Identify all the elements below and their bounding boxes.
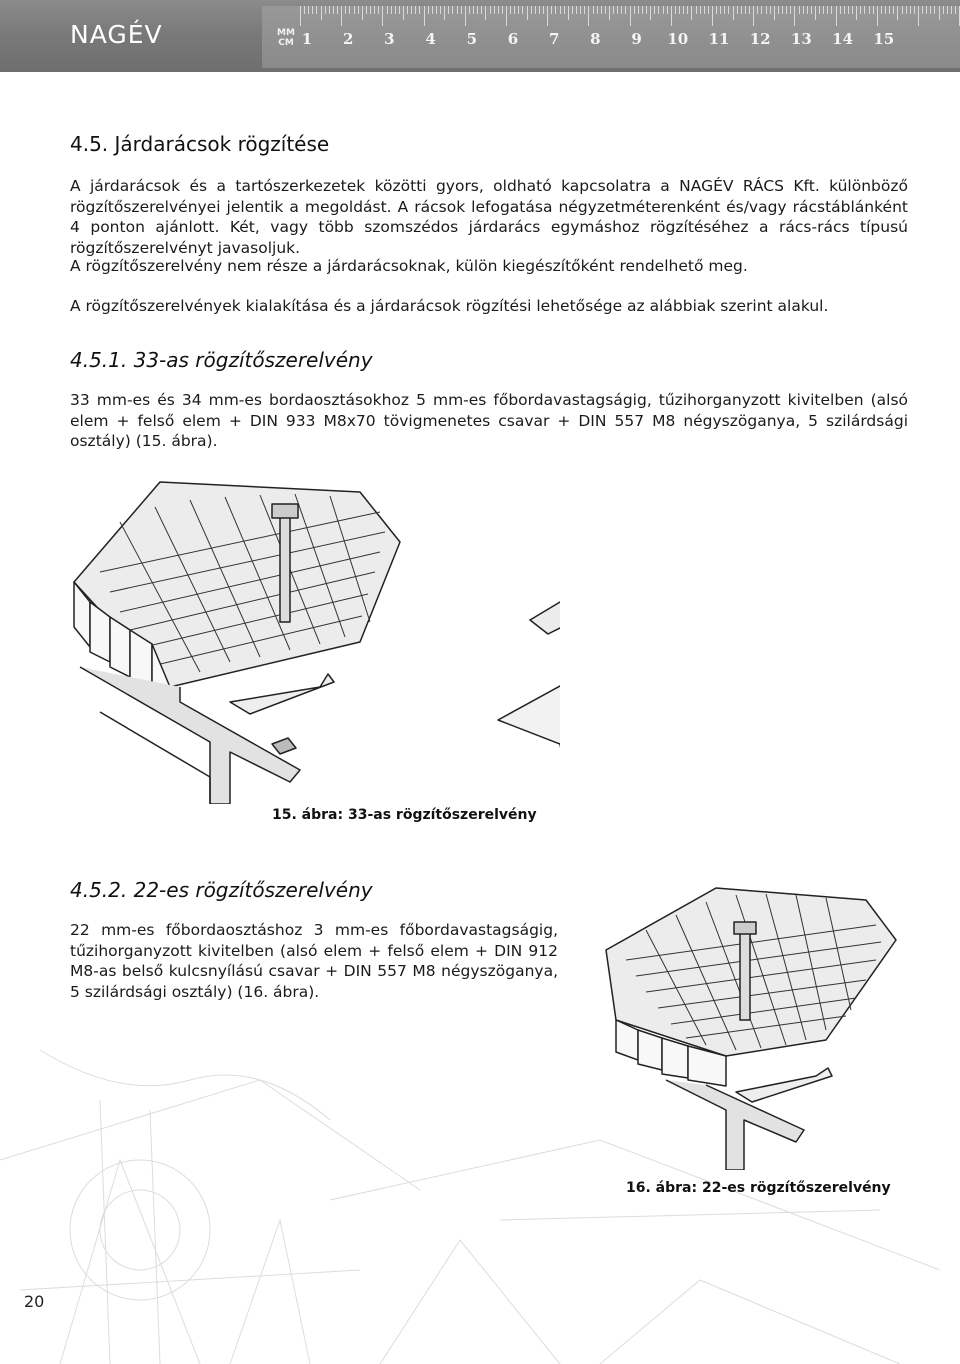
ruler-tick [457, 6, 458, 14]
ruler-tick [634, 6, 635, 14]
ruler-tick [893, 6, 894, 14]
ruler-tick [560, 6, 561, 14]
ruler-tick [914, 6, 915, 14]
ruler-tick [543, 6, 544, 14]
section-intro-paragraph: A járdarácsok és a tartószerkezetek közötti gyors, oldható kapcsolatra a NAGÉV RÁCS Kft. különböző rögzítőszerelvényei jelentik a megoldást. A rácsok lefogatása négyzetméterenként és/vagy rácstáblánként 4 ponton ajánlott. Két, vagy több szomszédos járdarács egymáshoz rögzítéséhez a rács-rács típusú rögzítőszerelvényt javasoljuk. [70, 177, 908, 257]
ruler-tick [803, 6, 804, 14]
ruler-tick [337, 6, 338, 14]
ruler-tick [815, 6, 816, 20]
ruler-tick [658, 6, 659, 14]
ruler-tick [378, 6, 379, 14]
ruler-tick [663, 6, 664, 14]
ruler-number: 11 [708, 30, 730, 48]
ruler-tick [580, 6, 581, 14]
ruler-tick [844, 6, 845, 14]
ruler-tick [531, 6, 532, 14]
ruler-tick [362, 6, 363, 20]
ruler-tick [724, 6, 725, 14]
ruler-tick [625, 6, 626, 14]
ruler-tick [358, 6, 359, 14]
ruler-tick [354, 6, 355, 14]
ruler-tick [345, 6, 346, 14]
ruler-tick [646, 6, 647, 14]
ruler-tick [671, 6, 672, 26]
ruler-tick [312, 6, 313, 14]
ruler-tick [951, 6, 952, 14]
ruler-tick [840, 6, 841, 14]
ruler-tick [675, 6, 676, 14]
ruler-tick [411, 6, 412, 14]
ruler-tick [691, 6, 692, 20]
ruler-tick [794, 6, 795, 26]
ruler-tick [638, 6, 639, 14]
figure-16-drawing [576, 880, 912, 1170]
page-number: 20 [24, 1292, 45, 1311]
ruler-number: 4 [425, 30, 436, 48]
ruler-tick [881, 6, 882, 14]
ruler-tick [778, 6, 779, 14]
ruler-tick [465, 6, 466, 26]
ruler-tick [382, 6, 383, 26]
ruler-tick [588, 6, 589, 26]
ruler-tick [700, 6, 701, 14]
ruler-tick [848, 6, 849, 14]
ruler-tick [415, 6, 416, 14]
ruler-number: 1 [301, 30, 313, 48]
ruler-tick [564, 6, 565, 14]
ruler-tick [432, 6, 433, 14]
ruler-tick [555, 6, 556, 14]
ruler-tick [448, 6, 449, 14]
ruler-number: 13 [790, 30, 812, 48]
ruler-tick [461, 6, 462, 14]
ruler-tick [864, 6, 865, 14]
ruler-tick [391, 6, 392, 14]
ruler-tick [547, 6, 548, 26]
ruler-tick [856, 6, 857, 20]
ruler-tick [613, 6, 614, 14]
ruler-tick [502, 6, 503, 14]
ruler-tick [807, 6, 808, 14]
ruler-tick [852, 6, 853, 14]
ruler-tick [485, 6, 486, 20]
ruler-tick [316, 6, 317, 14]
ruler-number: 8 [590, 30, 601, 48]
ruler-tick [366, 6, 367, 14]
ruler-tick [733, 6, 734, 20]
ruler-tick [481, 6, 482, 14]
ruler-tick [597, 6, 598, 14]
ruler-tick [370, 6, 371, 14]
section-title: 4.5. Járdarácsok rögzítése [70, 132, 330, 156]
ruler-tick [444, 6, 445, 20]
ruler-tick [300, 6, 301, 26]
ruler-tick [374, 6, 375, 14]
ruler-tick [770, 6, 771, 14]
ruler-tick [568, 6, 569, 20]
ruler-tick [811, 6, 812, 14]
ruler-tick [576, 6, 577, 14]
ruler-tick [527, 6, 528, 20]
ruler-tick [869, 6, 870, 14]
ruler-tick [902, 6, 903, 14]
ruler-number: 5 [466, 30, 478, 48]
ruler-tick [304, 6, 305, 14]
ruler-tick [728, 6, 729, 14]
ruler-tick [897, 6, 898, 20]
ruler-tick [679, 6, 680, 14]
ruler-tick [308, 6, 309, 14]
ruler-tick [737, 6, 738, 14]
ruler-tick [766, 6, 767, 14]
ruler-number: 12 [749, 30, 771, 48]
ruler-tick [617, 6, 618, 14]
ruler-tick [943, 6, 944, 14]
ruler-tick [749, 6, 750, 14]
ruler-tick [934, 6, 935, 14]
ruler-tick [827, 6, 828, 14]
ruler-tick [650, 6, 651, 20]
ruler-number: 14 [832, 30, 854, 48]
ruler-tick [786, 6, 787, 14]
ruler-tick [325, 6, 326, 14]
ruler-tick [885, 6, 886, 14]
ruler-tick [424, 6, 425, 26]
ruler-tick [584, 6, 585, 14]
ruler-tick [452, 6, 453, 14]
ruler-tick [757, 6, 758, 14]
ruler-number: 6 [507, 30, 519, 48]
ruler-tick [469, 6, 470, 14]
ruler-tick [712, 6, 713, 26]
subsection-2-text: 22 mm-es főbordaosztáshoz 3 mm-es főbordavastagságig, tűzihorganyzott kivitelben (alsó elem + felső elem + DIN 912 M8-as belső kulcsnyílású csavar + DIN 557 M8 négyszöganya, 5 szilárdsági osztály) (16. ábra). [70, 921, 558, 1001]
ruler-number: 2 [342, 30, 354, 48]
ruler-tick [877, 6, 878, 26]
ruler-tick [836, 6, 837, 26]
ruler-tick [799, 6, 800, 14]
ruler-tick [341, 6, 342, 26]
ruler-tick [873, 6, 874, 14]
ruler-tick [494, 6, 495, 14]
ruler-tick [922, 6, 923, 14]
ruler-tick [906, 6, 907, 14]
section-summary-paragraph: A rögzítőszerelvények kialakítása és a járdarácsok rögzítési lehetősége az alábbiak szerint alakul. [70, 297, 829, 315]
ruler-tick [823, 6, 824, 14]
ruler-tick [774, 6, 775, 20]
ruler-tick [522, 6, 523, 14]
ruler-tick [407, 6, 408, 14]
brand-logo: NAGÉV [70, 20, 163, 49]
ruler-tick [551, 6, 552, 14]
ruler-tick [654, 6, 655, 14]
ruler-tick [683, 6, 684, 14]
ruler-tick [667, 6, 668, 14]
ruler-tick [926, 6, 927, 14]
ruler-tick [428, 6, 429, 14]
ruler-tick [819, 6, 820, 14]
ruler-tick [518, 6, 519, 14]
ruler-tick [761, 6, 762, 14]
ruler-tick [403, 6, 404, 20]
ruler-tick [831, 6, 832, 14]
ruler-tick [910, 6, 911, 14]
ruler-tick [436, 6, 437, 14]
ruler-number: 3 [384, 30, 395, 48]
ruler-tick [473, 6, 474, 14]
ruler-tick [395, 6, 396, 14]
ruler-tick [593, 6, 594, 14]
figure-16-caption: 16. ábra: 22-es rögzítőszerelvény [626, 1180, 891, 1196]
ruler-tick [918, 6, 919, 26]
ruler-tick [490, 6, 491, 14]
ruler-number: 15 [873, 30, 895, 48]
ruler-tick [572, 6, 573, 14]
ruler-tick [609, 6, 610, 20]
ruler-tick [889, 6, 890, 14]
ruler-unit-mm: MM [277, 28, 295, 38]
subsection-1-text: 33 mm-es és 34 mm-es bordaosztásokhoz 5 mm-es főbordavastagságig, tűzihorganyzott kivitelben (alsó elem + felső elem + DIN 933 M8x70 tövigmenetes csavar + DIN 557 M8 négyszöganya, 5 szilárdsági osztály) (15. ábra). [70, 391, 908, 450]
ruler-number: 9 [631, 30, 642, 48]
ruler-tick [720, 6, 721, 14]
ruler-tick [605, 6, 606, 14]
ruler-tick [440, 6, 441, 14]
ruler-tick [860, 6, 861, 14]
ruler-tick [782, 6, 783, 14]
ruler-tick [477, 6, 478, 14]
ruler-tick [753, 6, 754, 26]
ruler-tick [419, 6, 420, 14]
ruler-tick [704, 6, 705, 14]
ruler-tick [630, 6, 631, 26]
ruler-tick [498, 6, 499, 14]
ruler-number: 7 [548, 30, 560, 48]
ruler-tick [321, 6, 322, 20]
section-note-paragraph: A rögzítőszerelvény nem része a járdarácsoknak, külön kiegészítőként rendelhető meg. [70, 257, 748, 275]
ruler-tick [539, 6, 540, 14]
ruler-tick [930, 6, 931, 14]
ruler-tick [687, 6, 688, 14]
ruler-tick [514, 6, 515, 14]
ruler-unit-cm: CM [278, 38, 294, 48]
ruler-tick [642, 6, 643, 14]
subsection-2-title: 4.5.2. 22-es rögzítőszerelvény [70, 878, 373, 902]
ruler-tick [716, 6, 717, 14]
subsection-1-title: 4.5.1. 33-as rögzítőszerelvény [70, 348, 373, 372]
ruler-tick [696, 6, 697, 14]
ruler-tick [947, 6, 948, 14]
figure-15-drawing [60, 452, 560, 804]
ruler-tick [535, 6, 536, 14]
ruler-tick [745, 6, 746, 14]
ruler-tick [333, 6, 334, 14]
ruler-tick [741, 6, 742, 14]
ruler-tick [955, 6, 956, 14]
figure-15-caption: 15. ábra: 33-as rögzítőszerelvény [272, 807, 537, 823]
ruler-tick [510, 6, 511, 14]
ruler-tick [939, 6, 940, 20]
ruler-tick [329, 6, 330, 14]
page-header [0, 0, 960, 72]
ruler-tick [387, 6, 388, 14]
ruler-tick [708, 6, 709, 14]
ruler-tick [506, 6, 507, 26]
ruler-tick [399, 6, 400, 14]
ruler-tick [601, 6, 602, 14]
ruler-tick [349, 6, 350, 14]
ruler-number: 10 [667, 30, 689, 48]
ruler-tick [790, 6, 791, 14]
ruler-tick [621, 6, 622, 14]
